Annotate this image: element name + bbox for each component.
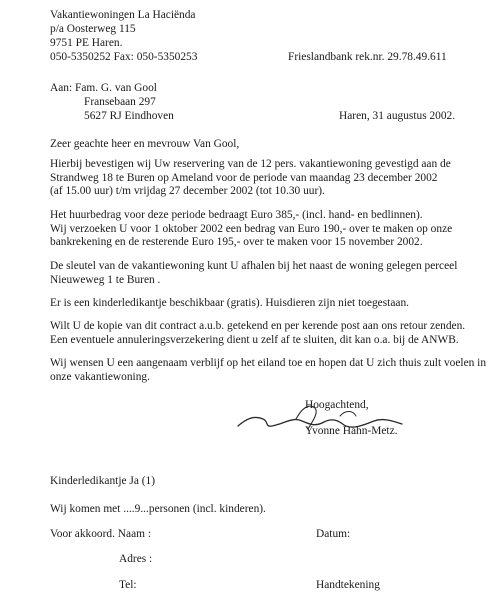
paragraph-crib-pets <box>50 297 409 311</box>
paragraph-line: De sleutel van de vakantiewoning kunt U afhalen bij het naast de woning gelegen perceel <box>50 260 458 272</box>
sender-phone-fax: 050-5350252 Fax: 050-5350253 <box>50 51 198 63</box>
sender-name: Vakantiewoningen La Haciënda <box>50 9 196 21</box>
paragraph-line: Wilt U de kopie van dit contract a.u.b. getekend en per kerende post aan ons retour zenden. <box>50 320 466 332</box>
recipient-line3: 5627 RJ Eindhoven <box>84 110 174 122</box>
paragraph-line: (af 15.00 uur) t/m vrijdag 27 december 2002 (tot 10.30 uur). <box>50 185 325 197</box>
paragraph-line: Nieuweweg 1 te Buren . <box>50 273 161 286</box>
paragraph-line: Een eventuele annuleringsverzekering dient u zelf af te sluiten, dit kan o.a. bij de ANWB. <box>50 333 459 346</box>
paragraph-payment <box>50 209 452 250</box>
paragraph-line: Het huurbedrag voor deze periode bedraagt Euro 385,- (incl. hand- en bedlinnen). <box>50 209 423 221</box>
paragraph-key <box>50 260 457 287</box>
paragraph-line: Er is een kinderledikantje beschikbaar (gratis). Huisdieren zijn niet toegestaan. <box>50 297 409 309</box>
closing-greeting: Hoogachtend, <box>305 399 369 411</box>
form-datum-label: Datum: <box>316 528 351 540</box>
paragraph-reservation <box>50 158 451 199</box>
form-persons: Wij komen met ....9...personen (incl. kinderen). <box>50 503 266 515</box>
paragraph-wishes <box>50 357 486 384</box>
paragraph-line: Strandweg 18 te Buren op Ameland voor de periode van maandag 23 december 2002 <box>50 171 438 184</box>
salutation: Zeer geachte heer en mevrouw Van Gool, <box>50 138 240 150</box>
form-handtekening-label: Handtekening <box>316 579 380 591</box>
form-adres-label: Adres : <box>119 553 153 565</box>
form-voor-akkoord-naam: Voor akkoord. Naam : <box>50 528 152 540</box>
paragraph-line: onze vakantiewoning. <box>50 370 150 383</box>
paragraph-line: Wij verzoeken U voor 1 oktober 2002 een bedrag van Euro 190,- over te maken op onze <box>50 222 453 235</box>
sender-address-line2: 9751 PE Haren. <box>50 37 123 49</box>
sender-address-line1: p/a Oosterweg 115 <box>50 23 136 35</box>
paragraph-line: bankrekening en de resterende Euro 195,- over te maken voor 15 november 2002. <box>50 236 423 248</box>
closing-signer-name: Yvonne Hahn-Metz. <box>305 425 398 437</box>
sender-bank-account: Frieslandbank rek.nr. 29.78.49.611 <box>288 51 447 63</box>
form-tel-label: Tel: <box>119 579 137 591</box>
paragraph-line: Wij wensen U een aangenaam verblijf op het eiland toe en hopen dat U zich thuis zult voelen in <box>50 357 487 369</box>
recipient-line2: Fransebaan 297 <box>84 96 156 108</box>
paragraph-contract <box>50 320 465 347</box>
date-line: Haren, 31 augustus 2002. <box>339 110 456 122</box>
form-kinderledikantje: Kinderledikantje Ja (1) <box>50 475 156 487</box>
paragraph-line: Hierbij bevestigen wij Uw reservering van de 12 pers. vakantiewoning gevestigd aan de <box>50 158 451 170</box>
recipient-line1: Aan: Fam. G. van Gool <box>50 82 157 94</box>
